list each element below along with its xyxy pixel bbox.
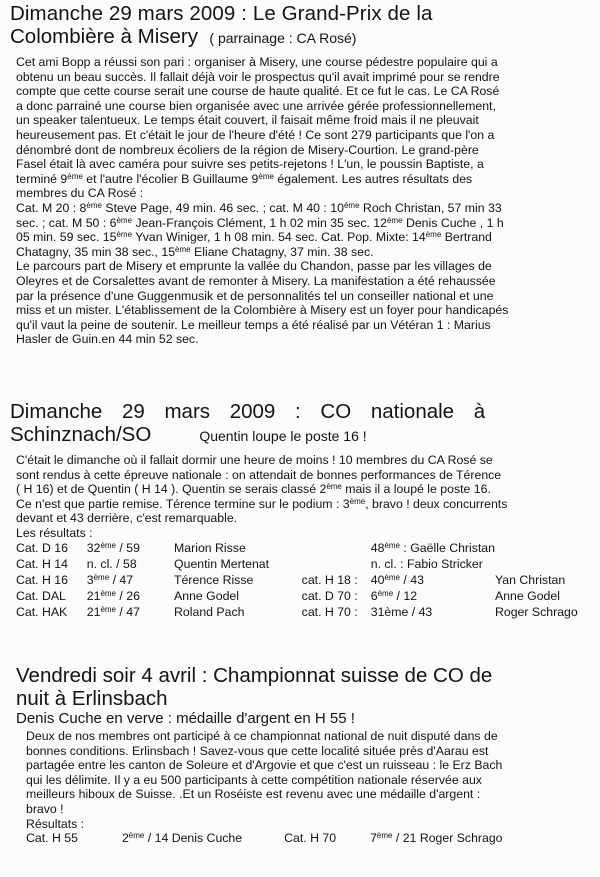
text-line: Deux de nos membres ont participé à ce championnat national de nuit disputé dans de [26,729,498,743]
cell-cat: Cat. D 16 [16,540,68,555]
title-line-2 [10,423,590,448]
text-line: heureusement pas. Et c'était le jour de l'heure d'été ! Ce sont 279 participants que l'on a [16,127,495,142]
table-cell [87,589,174,605]
text-seg: 05 min. 59 sec. 15 [16,230,117,245]
text-seg: Ce n'est que partie remise. Térence termine sur le podium : 3 [16,496,350,511]
text-seg: Bertrand [441,230,492,245]
cell-t2: : Fabio Stricker [396,556,483,571]
text-line: a donc parrainé une course bien organisée avec une arrivée gérée professionnellement, [16,98,496,113]
rest: / 14 Denis Cuche [144,831,243,846]
table-cell [302,557,371,573]
cell-s2: ème [384,572,400,582]
table-cell [371,573,495,589]
rank: 7 [370,831,377,846]
cat: Cat. H 70 [284,831,337,846]
table-cell [495,557,600,573]
text-seg: Jean-François Clément, 1 h 02 min 35 sec. 12 [132,215,387,230]
cell-sup: ème [100,540,116,550]
table-cell [495,573,600,589]
cell-sup: ème [100,588,116,598]
table-row [16,541,600,557]
cell-t2: / 43 [408,604,433,619]
title-line-1: Vendredi soir 4 avril : Championnat suisse de CO de [16,664,493,687]
text-line: C'était le dimanche où il fallait dormir une heure de moins ! 10 membres du CA Rosé se [16,453,493,467]
table-cell [87,605,174,621]
article-title [10,664,590,710]
cell-n2: Roger Schrago [495,604,578,619]
cell-t2: : Gaëlle Christan [399,540,495,555]
table-cell [302,605,371,621]
text-seg: Cat. M 20 : 8 [16,200,87,215]
cell-rank: 3 [86,572,94,587]
text-seg: sec. ; cat. M 50 : 6 [16,215,117,230]
table-row [16,605,600,621]
text-line: compte que cette course serait une course de haute qualité. Et ce fut le cas. Le CA Rosé [16,84,500,99]
cell-s2: ème [377,588,394,598]
cell-n2: Yan Christan [495,572,566,587]
table-cell [16,605,87,621]
cell-s2: ème [384,540,400,550]
title-line-2 [10,25,590,50]
result-line: Cat. M 20 : 8ème Steve Page, 49 min. 46 sec. ; cat. M 40 : 10ème Roch Christan, 57 min 33 [16,200,502,215]
cell-name: Anne Godel [174,588,239,603]
text-line: miss et un mister. L'établissement de la Colombière à Misery est un foyer pour handicapés [16,303,509,318]
cell-rank: 21 [86,604,101,619]
table-cell [87,541,174,557]
table-cell [16,557,87,573]
article-body [16,453,590,541]
text-line: bonnes conditions. Erlinsbach ! Savez-vous que cette localité située près d'Aarau est [26,743,489,758]
text-line: Ce n'est que partie remise. Térence termine sur le podium : 3ème, bravo ! deux concurrents [16,496,508,511]
text-seg: Steve Page, 49 min. 46 sec. ; cat. M 40 : 10 [101,200,344,215]
cell-c2: cat. H 18 : [301,572,358,587]
cell-tot: / 47 [109,572,134,587]
table-cell [495,589,600,605]
article-grand-prix [0,2,600,347]
text-line: bravo ! [26,801,64,816]
result-line: Chatagny, 35 min 38 sec., 15ème Eliane Chatagny, 37 min. 38 sec. [16,244,374,259]
cell-rank: n. cl. [86,556,113,571]
table-cell [371,589,495,605]
cell-name: Roland Pach [174,604,245,619]
text-line: Fasel était là avec caméra pour suivre ses petits-rejetons ! L'un, le poussin Baptiste, a [16,157,484,172]
rest: / 21 Roger Schrago [392,831,503,846]
text-line: Hasler de Guin.en 44 min 52 sec. [16,332,199,347]
text-seg: , bravo ! deux concurrents [365,496,508,511]
cell-n2: Anne Godel [495,588,560,603]
text-line: qu'il vaut la peine de soutenir. Le meilleur temps a été réalisé par un Vétéran 1 : Marius [16,317,491,332]
cell-name: Quentin Mertenat [174,556,270,571]
text-line: sont rendus à cette épreuve nationale : on attendait de bonnes performances de Térence [16,467,502,482]
text-seg: ( H 16) et de Quentin ( H 14 ). Quentin se serais classé 2 [16,482,327,497]
result-line [26,831,590,846]
cat: Cat. H 55 [26,831,78,846]
text-line: un speaker talentueux. Le temps était couvert, il faisait même froid mais il ne pleuvait [16,113,479,128]
title-line-1: Dimanche 29 mars 2009 : CO nationale à [10,400,486,423]
results-label: Résultats : [26,816,85,831]
text-line: obtenu un beau succès. Il fallait déjà voir le prospectus qu'il avait imprimé pour se rendre [16,69,500,84]
table-row [16,573,600,589]
table-cell [174,557,302,573]
title-place: Colombière à Misery [10,25,198,48]
text-seg: Roch Christan, 57 min 33 [359,200,502,215]
article-championnat-nuit [0,664,600,846]
text-line: partagée entre les canton de Soleure et d'Argovie et que c'est un ruisseau : le Erz Bach [26,758,503,773]
table-cell [495,605,600,621]
result-line: 05 min. 59 sec. 15ème Yvan Winiger, 1 h 08 min. 54 sec. Cat. Pop. Mixte: 14ème Bertrand [16,230,492,245]
article-co-nationale [0,400,600,621]
table-cell [16,573,87,589]
cell-cat: Cat. DAL [16,588,66,603]
cell-name: Térence Risse [174,572,254,587]
text-seg: Denis Cuche , 1 h [402,215,504,230]
table-cell [302,541,371,557]
result-line: sec. ; cat. M 50 : 6ème Jean-François Clément, 1 h 02 min 35 sec. 12ème Denis Cuche , 1 h [16,215,504,230]
table-cell [16,541,87,557]
table-cell [371,605,495,621]
cell-tot: / 59 [116,540,140,555]
table-cell [174,605,302,621]
table-cell [174,541,302,557]
text-line: meilleurs hiboux de Suisse. .Et un Roséiste est revenu avec une médaille d'argent : [26,787,481,802]
cell-t2: / 43 [399,572,424,587]
cell-tot: / 58 [112,556,137,571]
text-line: membres du CA Rosé : [16,186,144,201]
article-body [16,55,590,347]
text-line: terminé 9ème et l'autre l'écolier B Guillaume 9ème également. Les autres résultats des [16,171,473,186]
cell-r2: n. cl. [370,556,397,571]
text-line: devant et 43 derrière, c'est remarquable. [16,511,238,526]
cell-name: Marion Risse [174,540,246,555]
text-line: qui les délimite. Il y a eu 500 participants à cette compétition nationale réservée aux [26,772,482,787]
table-cell [87,573,174,589]
cell-cat: Cat. HAK [16,604,68,619]
table-cell [371,557,495,573]
table-cell [371,541,495,557]
rank-suffix: ème [128,831,145,841]
table-cell [174,589,302,605]
cell-r2: 40 [370,572,385,587]
cell-cat: Cat. H 16 [16,572,68,587]
text-seg: et l'autre l'écolier B Guillaume 9 [82,171,259,186]
cell-c2: cat. H 70 : [301,604,358,619]
text-line: ( H 16) et de Quentin ( H 14 ). Quentin se serais classé 2ème mais il a loupé le poste 16. [16,482,491,497]
table-row [16,589,600,605]
text-seg: Eliane Chatagny, 37 min. 38 sec. [190,244,374,259]
cell-cat: Cat. H 14 [16,556,68,571]
article-subtitle: Denis Cuche en verve : médaille d'argent en H 55 ! [16,710,355,727]
text-seg: également. Les autres résultats des [273,171,473,186]
text-line: Le parcours part de Misery et emprunte la vallée du Chandon, passe par les villages de [16,259,492,274]
cell-sup: ème [93,572,110,582]
table-cell [16,589,87,605]
table-cell [174,573,302,589]
text-line: Oleyres et de Corsalettes avant de remonter à Misery. La manifestation a été rehaussée [16,273,496,288]
cell-t2: / 12 [393,588,418,603]
text-line: par la présence d'une Guggenmusik et de personnalités tel un conseiller national et une [16,288,494,303]
cell-rank: 21 [86,588,101,603]
cell-rank: 32 [86,540,101,555]
title-line-2: nuit à Erlinsbach [16,687,168,710]
text-seg: terminé 9 [16,171,68,186]
cell-tot: / 26 [116,588,140,603]
article-body [26,729,590,846]
table-cell [302,589,371,605]
cell-tot: / 47 [116,604,140,619]
text-line: dénombré dont de nombreux écoliers de la région de Misery-Courtion. Le grand-père [16,142,479,157]
title-place: Schinznach/SO [10,423,152,446]
table-cell [87,557,174,573]
table-cell [495,541,600,557]
text-seg: mais il a loupé le poste 16. [341,482,491,497]
article-subtitle: Quentin loupe le poste 16 ! [199,428,367,444]
sponsor-note: ( parrainage : CA Rosé) [209,30,357,46]
table-row [16,557,600,573]
cell-c2: cat. D 70 : [301,588,358,603]
rank-suffix: ème [376,831,393,841]
cell-sup: ème [100,604,116,614]
article-title [10,2,590,50]
cell-r2: 6 [370,588,378,603]
text-seg: Chatagny, 35 min 38 sec., 15 [16,244,176,259]
title-line-1: Dimanche 29 mars 2009 : Le Grand-Prix de la [10,2,433,25]
table-cell [302,573,371,589]
text-line: Cet ami Bopp a réussi son pari : organiser à Misery, une course pédestre populaire qui a [16,55,498,69]
cell-r2: 31ème [370,604,409,619]
rank: 2 [121,831,129,846]
text-seg: Yvan Winiger, 1 h 08 min. 54 sec. Cat. Pop. Mixte: 14 [132,230,426,245]
results-table [16,541,600,621]
cell-r2: 48 [370,540,385,555]
article-title [10,400,590,448]
results-label: Les résultats : [16,525,93,540]
